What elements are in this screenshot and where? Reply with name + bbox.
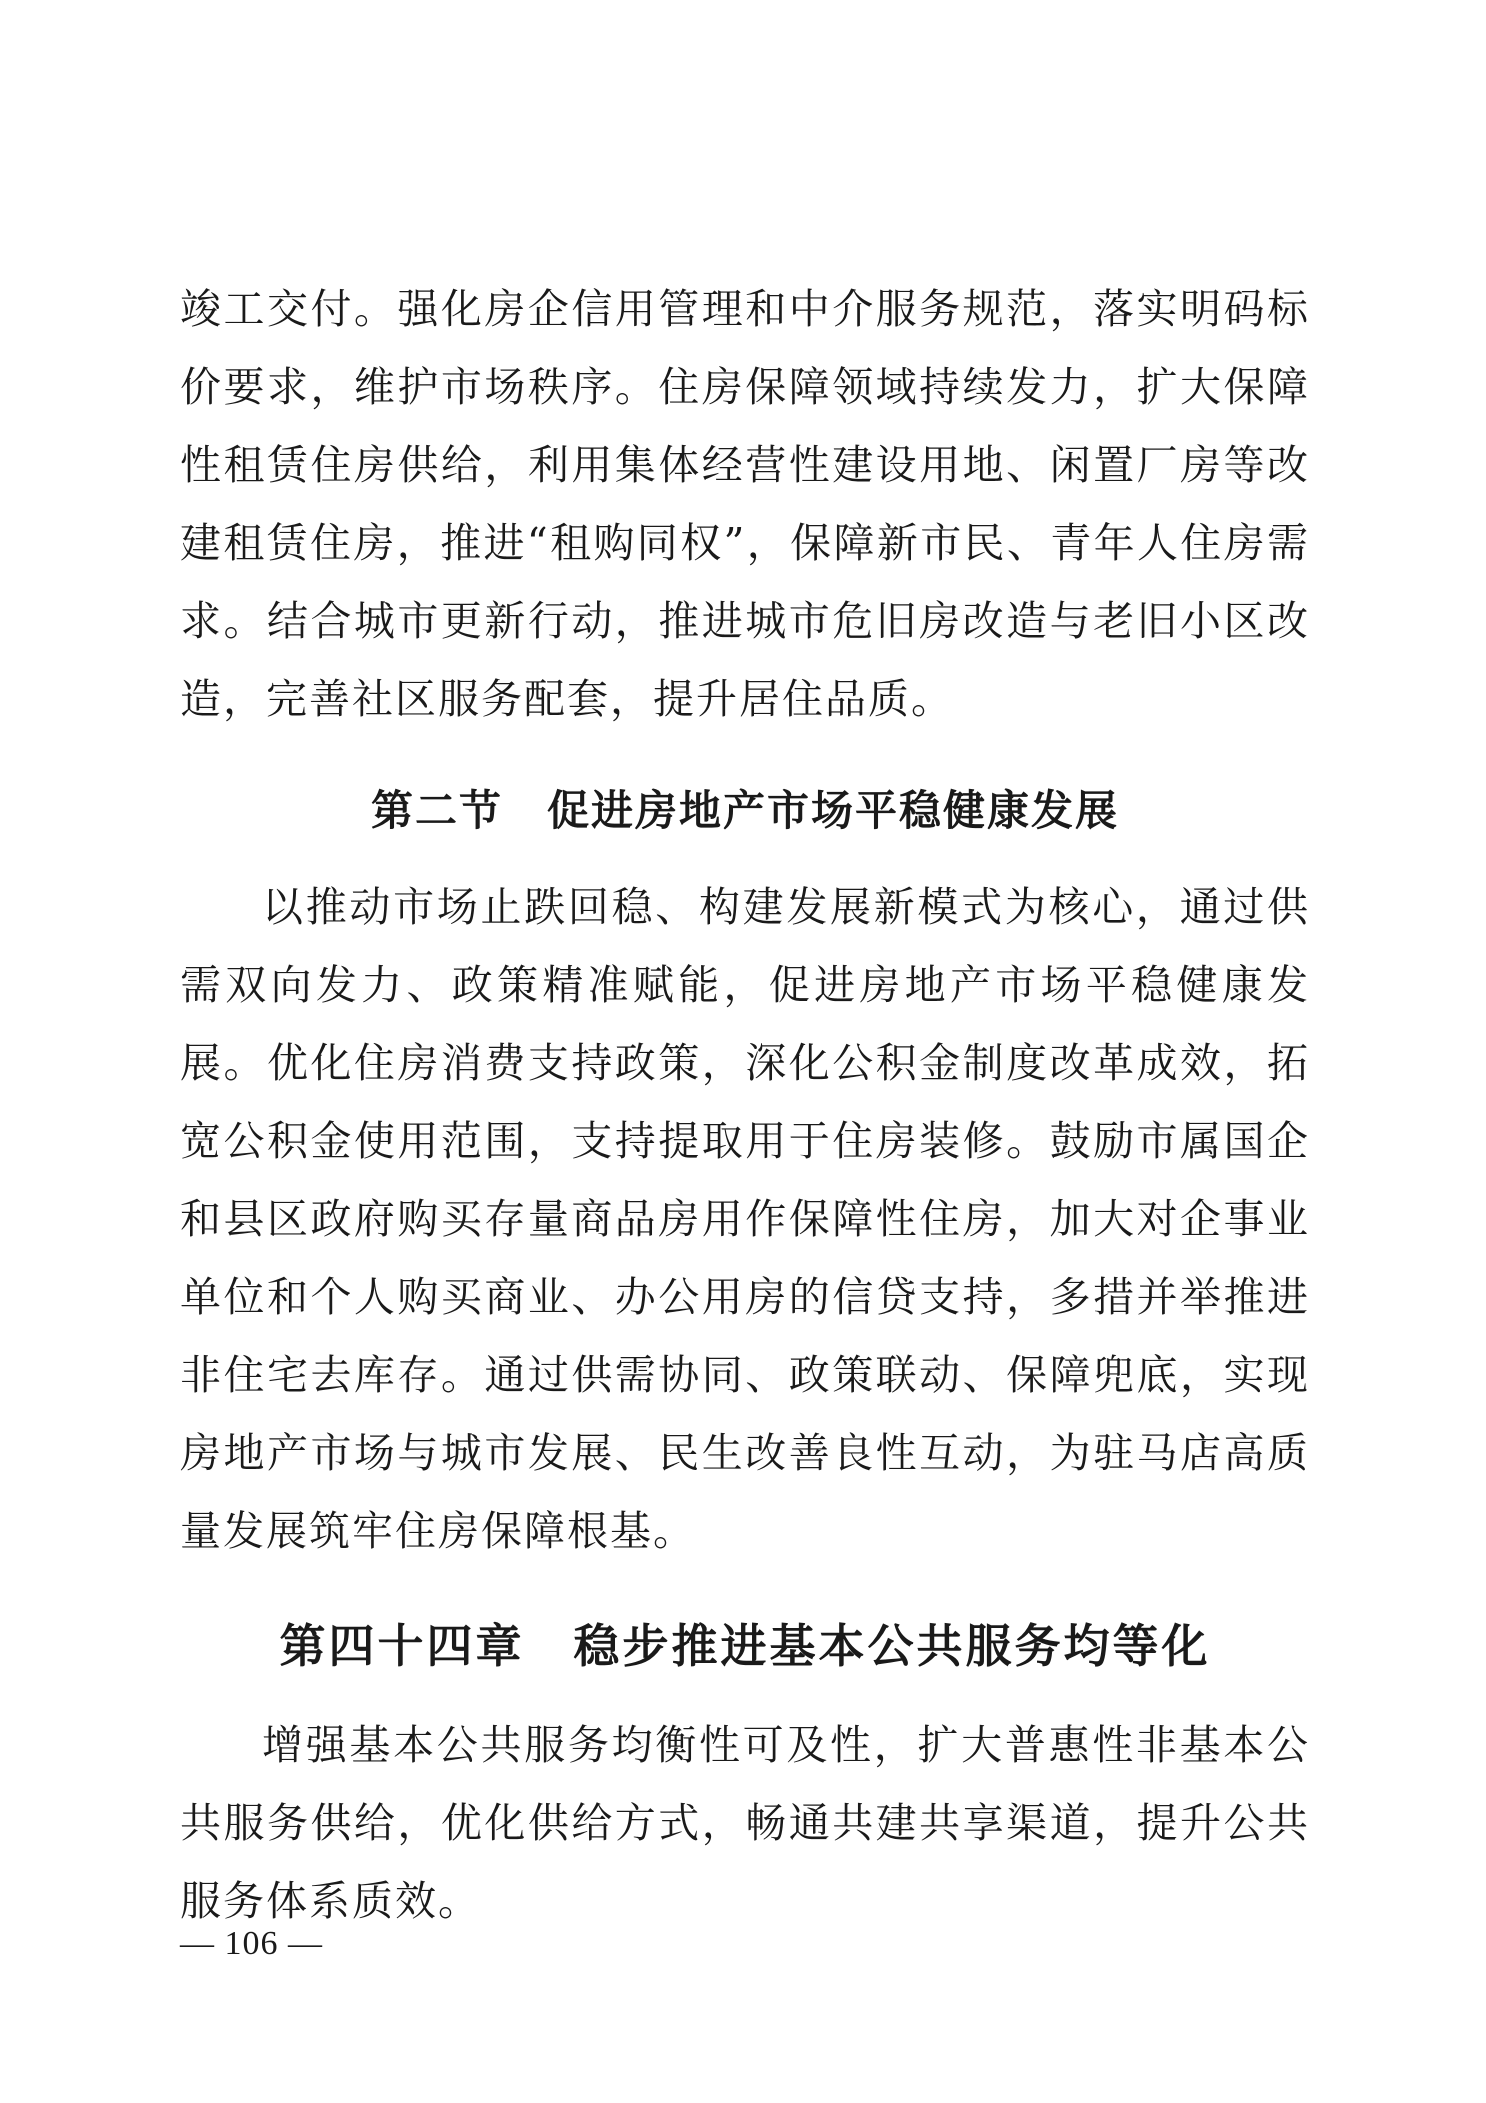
chapter-heading: 第四十四章 稳步推进基本公共服务均等化 (279, 1619, 1211, 1673)
paragraph-real-estate-market: 以推动市场止跌回稳、构建发展新模式为核心，通过供需双向发力、政策精准赋能，促进房地产市场平稳健康发展。优化住房消费支持政策，深化公积金制度改革成效，拓宽公积金使用范围，支持提取用于住房装修。鼓励市属国企和县区政府购买存量商品房用作保障性住房，加大对企事业单位和个人购买商业、办公用房的信贷支持，多措并举推进非住宅去库存。通过供需协同、政策联动、保障兜底，实现房地产市场与城市发展、民生改善良性互动，为驻马店高质量发展筑牢住房保障根基。 (180, 883, 1310, 1555)
paragraph-housing-supply: 竣工交付。强化房企信用管理和中介服务规范，落实明码标价要求，维护市场秩序。住房保障领域持续发力，扩大保障性租赁住房供给，利用集体经营性建设用地、闲置厂房等改建租赁住房，推进“租购同权”，保障新市民、青年人住房需求。结合城市更新行动，推进城市危旧房改造与老旧小区改造，完善社区服务配套，提升居住品质。 (180, 285, 1310, 723)
paragraph-public-services: 增强基本公共服务均衡性可及性，扩大普惠性非基本公共服务供给，优化供给方式，畅通共建共享渠道，提升公共服务体系质效。 (180, 1721, 1310, 1925)
document-body (180, 270, 1310, 1940)
page-number: — 106 — (180, 1925, 323, 1962)
section-heading: 第二节 促进房地产市场平稳健康发展 (370, 786, 1119, 835)
